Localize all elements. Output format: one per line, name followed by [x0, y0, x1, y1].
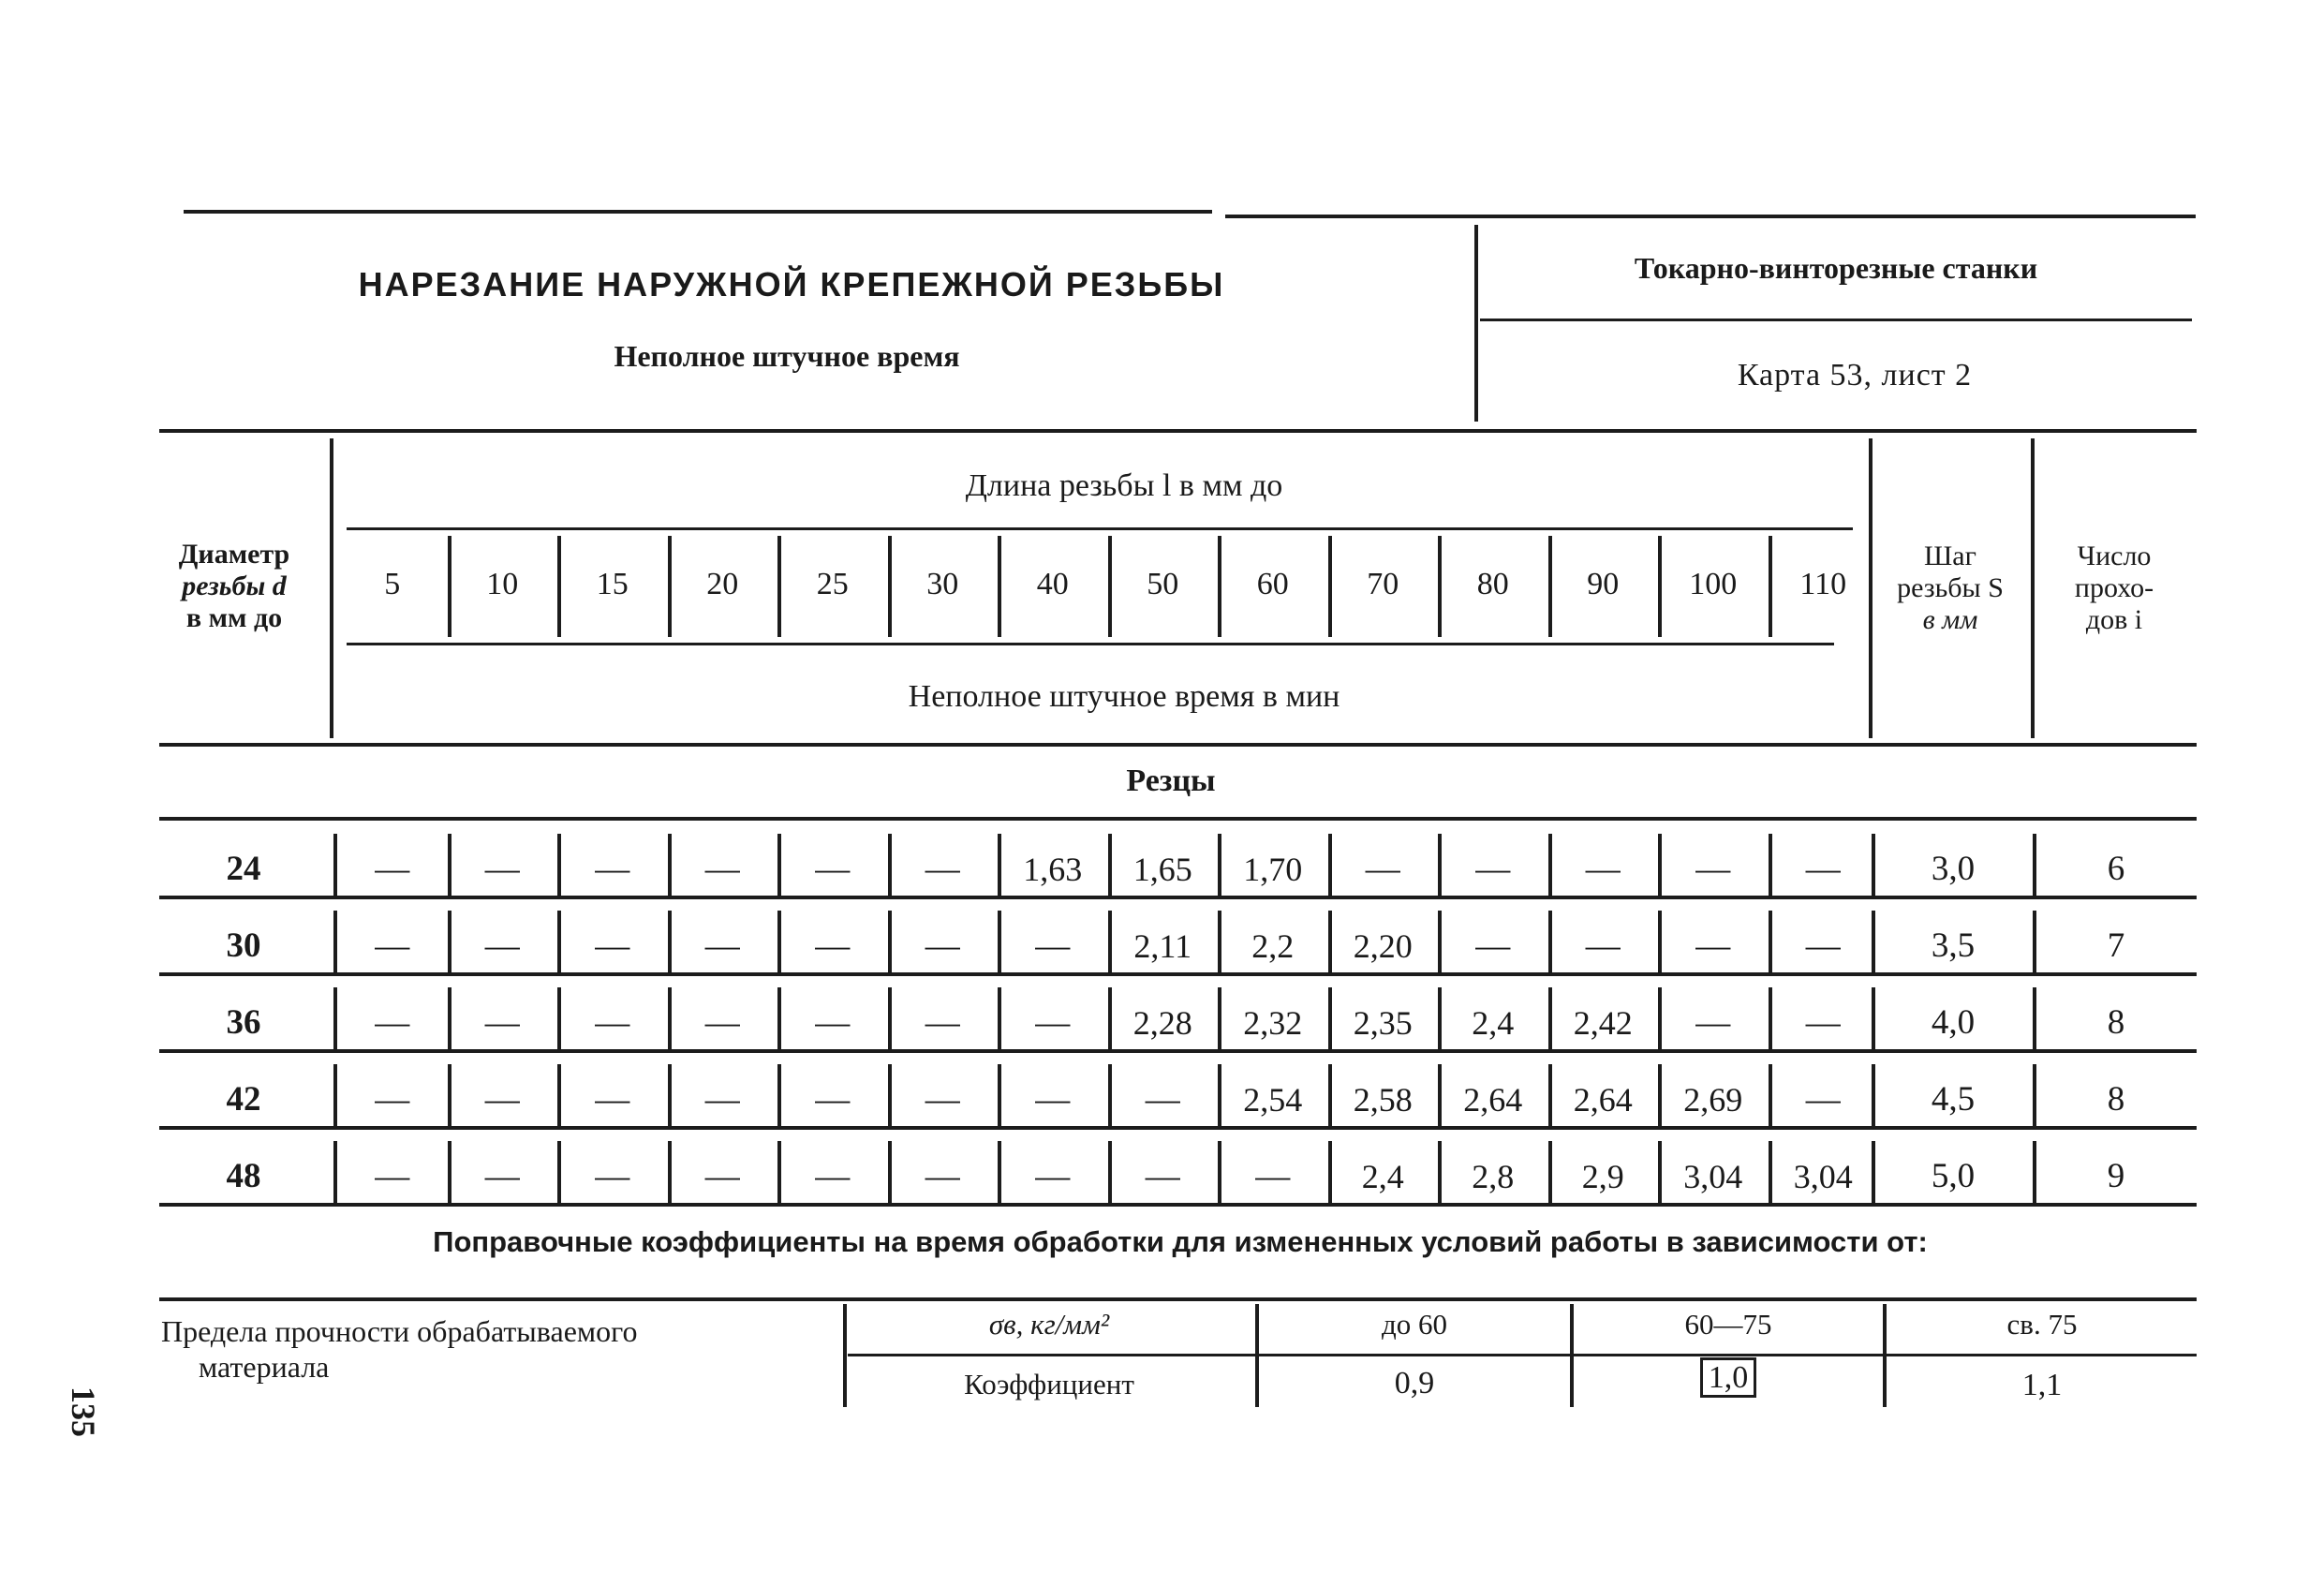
- time-cell: —: [1365, 850, 1400, 888]
- time-cell: —: [1035, 926, 1071, 965]
- row-separator: [1438, 1141, 1442, 1203]
- row-separator: [1548, 987, 1552, 1049]
- strength-header: σв, кг/мм²: [988, 1308, 1110, 1341]
- row-separator: [557, 911, 561, 972]
- length-col-15: 15: [596, 567, 629, 601]
- length-col-separator: [1548, 536, 1552, 637]
- length-col-separator: [998, 536, 1001, 637]
- length-col-30: 30: [926, 567, 959, 601]
- time-cell: —: [484, 850, 520, 888]
- row-separator: [1769, 1064, 1772, 1126]
- header-divider: [1474, 225, 1478, 422]
- row-separator: [777, 911, 781, 972]
- row-separator: [1108, 987, 1112, 1049]
- row-separator: [1548, 1141, 1552, 1203]
- row-separator: [1769, 1141, 1772, 1203]
- time-cell: —: [1255, 1157, 1291, 1195]
- row-separator: [1218, 911, 1221, 972]
- row-separator: [557, 1141, 561, 1203]
- length-col-70: 70: [1367, 567, 1399, 601]
- row-separator: [1769, 911, 1772, 972]
- time-cell: —: [484, 1003, 520, 1042]
- time-cell: —: [815, 1080, 851, 1119]
- time-cell: 2,9: [1581, 1158, 1624, 1195]
- time-cell: —: [1035, 1157, 1071, 1195]
- time-cell: —: [1695, 926, 1731, 965]
- time-cell: —: [815, 1003, 851, 1042]
- time-cell: —: [704, 926, 740, 965]
- row-separator: [2033, 987, 2036, 1049]
- top-rule-left: [184, 210, 1212, 214]
- time-cell: 1,63: [1023, 851, 1083, 888]
- length-col-5: 5: [384, 567, 401, 601]
- row-separator: [1108, 911, 1112, 972]
- time-cell: 2,64: [1463, 1081, 1523, 1119]
- row-separator: [448, 911, 451, 972]
- row-separator: [1108, 1064, 1112, 1126]
- row-separator: [1769, 834, 1772, 896]
- row-separator: [1328, 834, 1332, 896]
- coef-value-2-wrap: [1574, 1360, 1883, 1396]
- coef-value-1: 0,9: [1394, 1366, 1435, 1401]
- factor-line1: Предела прочности обрабатываемого: [161, 1314, 638, 1348]
- row-rule: [159, 1203, 2197, 1207]
- corr-divider-1: [843, 1304, 847, 1407]
- time-cell: —: [375, 850, 410, 888]
- length-col-80: 80: [1476, 567, 1509, 601]
- length-header: Длина резьбы l в мм до: [965, 468, 1283, 503]
- time-cell: —: [815, 850, 851, 888]
- range-header-3: св. 75: [2006, 1308, 2078, 1341]
- pitch-header-line3: в мм: [1922, 604, 1978, 635]
- machine-type: Токарно-винторезные станки: [1634, 251, 2038, 285]
- time-cell: —: [704, 1157, 740, 1195]
- row-separator: [1769, 987, 1772, 1049]
- length-col-separator: [1438, 536, 1442, 637]
- diameter-cell: 36: [226, 1003, 261, 1042]
- row-separator: [1218, 1064, 1221, 1126]
- passes-header-line3: дов i: [2085, 604, 2143, 635]
- time-cell: —: [1035, 1080, 1071, 1119]
- header-bottom-rule: [159, 743, 2197, 747]
- row-separator: [1438, 987, 1442, 1049]
- row-separator: [1438, 1064, 1442, 1126]
- time-cell: —: [815, 1157, 851, 1195]
- row-separator: [557, 987, 561, 1049]
- row-separator: [1658, 1064, 1662, 1126]
- time-cell: 1,70: [1243, 851, 1303, 888]
- corrections-factor: [161, 1313, 779, 1385]
- row-separator: [1108, 1141, 1112, 1203]
- row-separator: [998, 834, 1001, 896]
- row-separator: [2033, 834, 2036, 896]
- time-cell: —: [925, 850, 960, 888]
- diameter-cell: 42: [226, 1080, 261, 1119]
- pitch-cell: 3,0: [1931, 850, 1976, 888]
- passes-cell: 9: [2107, 1157, 2125, 1195]
- row-separator: [888, 1064, 892, 1126]
- row-separator: [2033, 911, 2036, 972]
- diameter-cell: 24: [226, 850, 261, 888]
- diameter-header-line1: Диаметр: [178, 539, 290, 570]
- row-separator: [998, 1064, 1001, 1126]
- time-cell: —: [1145, 1080, 1180, 1119]
- row-separator: [557, 834, 561, 896]
- row-separator: [888, 911, 892, 972]
- time-cell: —: [375, 1080, 410, 1119]
- row-separator: [1548, 911, 1552, 972]
- length-col-separator: [1328, 536, 1332, 637]
- time-cell: —: [925, 1003, 960, 1042]
- passes-header-line1: Число: [2077, 541, 2152, 571]
- range-header-1: до 60: [1381, 1308, 1448, 1341]
- time-cell: —: [704, 1080, 740, 1119]
- time-cell: 2,69: [1683, 1081, 1743, 1119]
- table-top-rule: [159, 429, 2197, 433]
- row-separator: [777, 1141, 781, 1203]
- time-cell: —: [375, 1003, 410, 1042]
- time-cell: 2,54: [1243, 1081, 1303, 1119]
- diameter-header-line2: резьбы d: [182, 571, 287, 601]
- length-col-10: 10: [486, 567, 519, 601]
- length-col-separator: [448, 536, 451, 637]
- row-separator: [1218, 834, 1221, 896]
- card-number: Карта 53, лист 2: [1737, 358, 1973, 393]
- time-cell: —: [595, 1003, 630, 1042]
- diameter-cell: 30: [226, 926, 261, 965]
- row-separator: [1658, 911, 1662, 972]
- passes-header-line2: прохо-: [2074, 572, 2154, 603]
- time-cell: —: [595, 1157, 630, 1195]
- time-cell: 1,65: [1132, 851, 1192, 888]
- row-separator: [1438, 834, 1442, 896]
- row-separator: [1658, 834, 1662, 896]
- row-separator: [777, 1064, 781, 1126]
- row-separator: [448, 987, 451, 1049]
- length-col-20: 20: [706, 567, 739, 601]
- time-cell: —: [925, 1157, 960, 1195]
- row-separator: [1438, 911, 1442, 972]
- row-separator: [2033, 1141, 2036, 1203]
- time-cell: 2,64: [1573, 1081, 1633, 1119]
- time-cell: 3,04: [1793, 1158, 1853, 1195]
- pitch-header-line1: Шаг: [1924, 541, 1976, 571]
- time-cell: —: [375, 926, 410, 965]
- length-col-separator: [1658, 536, 1662, 637]
- length-col-90: 90: [1587, 567, 1620, 601]
- row-separator: [1328, 1064, 1332, 1126]
- row-separator: [1328, 987, 1332, 1049]
- time-cell: —: [595, 850, 630, 888]
- length-col-100: 100: [1689, 567, 1738, 601]
- row-separator: [1328, 1141, 1332, 1203]
- time-cell: 2,28: [1132, 1004, 1192, 1042]
- time-cell: —: [1805, 850, 1841, 888]
- time-cell: —: [484, 926, 520, 965]
- row-separator: [1548, 834, 1552, 896]
- section-rule: [159, 817, 2197, 821]
- row-separator: [448, 1064, 451, 1126]
- time-cell: —: [1805, 1080, 1841, 1119]
- length-col-separator: [668, 536, 672, 637]
- top-rule-right: [1225, 215, 2196, 218]
- length-col-separator: [1108, 536, 1112, 637]
- row-separator: [668, 834, 672, 896]
- pitch-header-line2: резьбы S: [1897, 572, 2004, 603]
- time-cell: —: [1805, 1003, 1841, 1042]
- row-separator: [998, 987, 1001, 1049]
- corrections-title: Поправочные коэффициенты на время обработки для измененных условий работы в зависимости от:: [433, 1225, 1928, 1258]
- time-cell: —: [815, 926, 851, 965]
- row-separator: [888, 834, 892, 896]
- length-col-25: 25: [816, 567, 849, 601]
- row-separator: [448, 1141, 451, 1203]
- time-cell: 2,35: [1353, 1004, 1413, 1042]
- time-cell: —: [1585, 926, 1621, 965]
- time-cell: —: [704, 850, 740, 888]
- length-col-40: 40: [1036, 567, 1069, 601]
- time-header: Неполное штучное время в мин: [908, 679, 1340, 714]
- coef-value-2: 1,0: [1700, 1357, 1757, 1398]
- time-cell: —: [1475, 850, 1511, 888]
- time-cell: —: [925, 926, 960, 965]
- length-header-rule: [347, 527, 1853, 530]
- row-separator: [2033, 1064, 2036, 1126]
- length-col-separator: [777, 536, 781, 637]
- page-subtitle: Неполное штучное время: [614, 339, 960, 373]
- time-cell: 2,42: [1573, 1004, 1633, 1042]
- coef-value-3: 1,1: [2021, 1368, 2063, 1402]
- diameter-header-line3: в мм до: [185, 602, 283, 633]
- coef-label: Коэффициент: [964, 1368, 1134, 1401]
- row-separator: [1108, 834, 1112, 896]
- range-header-2: 60—75: [1684, 1308, 1772, 1341]
- row-separator: [777, 987, 781, 1049]
- page-number: 135: [65, 1386, 102, 1437]
- row-separator: [998, 911, 1001, 972]
- diameter-header: [150, 539, 318, 634]
- length-col-50: 50: [1147, 567, 1179, 601]
- time-cell: —: [1695, 1003, 1731, 1042]
- time-cell: —: [375, 1157, 410, 1195]
- time-cell: 2,11: [1133, 927, 1192, 965]
- time-cell: —: [1035, 1003, 1071, 1042]
- time-cell: 2,2: [1251, 927, 1295, 965]
- length-col-separator: [888, 536, 892, 637]
- time-cell: 2,4: [1361, 1158, 1404, 1195]
- length-col-110: 110: [1799, 567, 1847, 601]
- row-rule: [159, 1049, 2197, 1053]
- row-separator: [1328, 911, 1332, 972]
- time-cell: —: [704, 1003, 740, 1042]
- row-separator: [1658, 1141, 1662, 1203]
- row-separator: [668, 1064, 672, 1126]
- time-cell: —: [484, 1157, 520, 1195]
- pitch-cell: 3,5: [1931, 926, 1976, 965]
- time-cell: 2,4: [1472, 1004, 1515, 1042]
- passes-cell: 7: [2107, 926, 2125, 965]
- row-separator: [777, 834, 781, 896]
- length-col-separator: [557, 536, 561, 637]
- time-cell: —: [925, 1080, 960, 1119]
- row-separator: [448, 834, 451, 896]
- pitch-cell: 5,0: [1931, 1157, 1976, 1195]
- time-cell: 2,8: [1472, 1158, 1515, 1195]
- row-separator: [668, 987, 672, 1049]
- time-cell: —: [1145, 1157, 1180, 1195]
- time-cell: —: [1695, 850, 1731, 888]
- section-label: Резцы: [1126, 763, 1216, 798]
- row-separator: [668, 1141, 672, 1203]
- corrections-top-rule: [159, 1297, 2197, 1301]
- row-separator: [1548, 1064, 1552, 1126]
- row-separator: [557, 1064, 561, 1126]
- time-cell: 2,58: [1353, 1081, 1413, 1119]
- row-separator: [888, 1141, 892, 1203]
- row-rule: [159, 896, 2197, 899]
- length-bottom-rule: [347, 643, 1834, 645]
- pitch-cell: 4,5: [1931, 1080, 1976, 1119]
- page-title: НАРЕЗАНИЕ НАРУЖНОЙ КРЕПЕЖНОЙ РЕЗЬБЫ: [358, 265, 1225, 304]
- length-col-60: 60: [1256, 567, 1289, 601]
- time-cell: 2,32: [1243, 1004, 1303, 1042]
- time-cell: —: [595, 1080, 630, 1119]
- row-separator: [1658, 987, 1662, 1049]
- row-rule: [159, 972, 2197, 976]
- passes-cell: 6: [2107, 850, 2125, 888]
- length-col-separator: [1769, 536, 1772, 637]
- time-cell: —: [1585, 850, 1621, 888]
- passes-header: [2035, 541, 2194, 636]
- row-separator: [668, 911, 672, 972]
- row-separator: [1218, 1141, 1221, 1203]
- row-separator: [998, 1141, 1001, 1203]
- time-cell: 3,04: [1683, 1158, 1743, 1195]
- passes-cell: 8: [2107, 1003, 2125, 1042]
- pitch-header: [1871, 541, 2030, 636]
- time-cell: —: [1805, 926, 1841, 965]
- header-mid-rule: [1480, 319, 2192, 321]
- time-cell: —: [595, 926, 630, 965]
- corrections-mid-rule: [848, 1354, 2197, 1356]
- time-cell: 2,20: [1353, 927, 1413, 965]
- factor-line2: материала: [199, 1350, 330, 1384]
- row-separator: [888, 987, 892, 1049]
- length-col-separator: [1218, 536, 1221, 637]
- row-separator: [1218, 987, 1221, 1049]
- time-cell: —: [1475, 926, 1511, 965]
- diameter-cell: 48: [226, 1157, 261, 1195]
- passes-cell: 8: [2107, 1080, 2125, 1119]
- diameter-col-divider: [330, 438, 333, 738]
- row-rule: [159, 1126, 2197, 1130]
- time-cell: —: [484, 1080, 520, 1119]
- pitch-cell: 4,0: [1931, 1003, 1976, 1042]
